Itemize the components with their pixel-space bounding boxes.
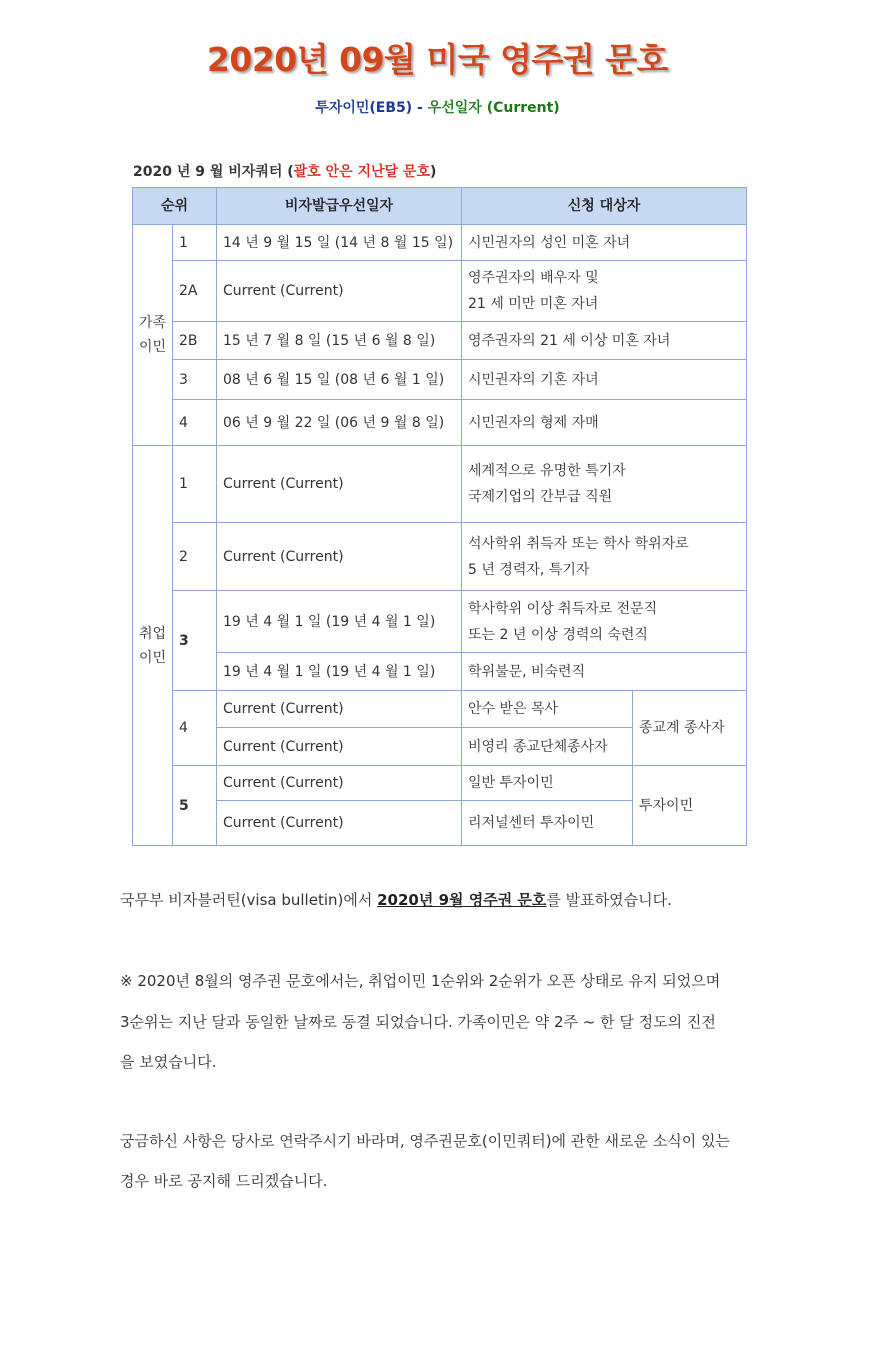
category-family: 가족 이민 — [133, 225, 173, 446]
header-priority-date: 비자발급우선일자 — [217, 188, 462, 225]
subtitle — [0, 97, 875, 117]
note-line-3: 을 보였습니다. — [120, 1053, 217, 1071]
date-cell: 08 년 6 월 15 일 (08 년 6 월 1 일) — [217, 360, 462, 400]
caption-note: 괄호 안은 지난달 문호 — [293, 164, 430, 180]
target-cell: 학위불문, 비숙련직 — [462, 653, 747, 691]
table-row — [133, 766, 747, 801]
rank-cell: 2 — [173, 523, 217, 591]
group-cell: 투자이민 — [633, 766, 747, 846]
date-cell: Current (Current) — [217, 728, 462, 766]
target-cell: 리저널센터 투자이민 — [462, 801, 633, 846]
table-header-row — [133, 188, 747, 225]
date-cell: 14 년 9 월 15 일 (14 년 8 월 15 일) — [217, 225, 462, 261]
page-title: 2020년 09월 미국 영주권 문호 — [206, 40, 669, 79]
target-cell: 시민권자의 기혼 자녀 — [462, 360, 747, 400]
rank-cell: 4 — [173, 691, 217, 766]
date-cell: Current (Current) — [217, 766, 462, 801]
rank-cell: 2B — [173, 322, 217, 360]
bulletin-highlight: 2020년 9월 영주권 문호 — [377, 891, 547, 909]
date-cell: 15 년 7 월 8 일 (15 년 6 월 8 일) — [217, 322, 462, 360]
target-cell: 비영리 종교단체종사자 — [462, 728, 633, 766]
target-cell: 영주권자의 배우자 및 21 세 미만 미혼 자녀 — [462, 261, 747, 322]
target-cell: 세계적으로 유명한 특기자 국제기업의 간부급 직원 — [462, 446, 747, 523]
target-cell: 석사학위 취득자 또는 학사 학위자로 5 년 경력자, 특기자 — [462, 523, 747, 591]
header-rank: 순위 — [133, 188, 217, 225]
target-cell: 학사학위 이상 취득자로 전문직 또는 2 년 이상 경력의 숙련직 — [462, 591, 747, 653]
date-cell: 19 년 4 월 1 일 (19 년 4 월 1 일) — [217, 653, 462, 691]
target-cell: 시민권자의 형제 자매 — [462, 400, 747, 446]
table-row — [133, 322, 747, 360]
rank-cell: 3 — [173, 591, 217, 691]
table-row — [133, 653, 747, 691]
date-cell: Current (Current) — [217, 691, 462, 728]
note-line-2: 3순위는 지난 달과 동일한 날짜로 동결 되었습니다. 가족이민은 약 2주 ~ 한 달 정도의 진전 — [120, 1013, 716, 1031]
target-cell: 영주권자의 21 세 이상 미혼 자녀 — [462, 322, 747, 360]
note-line-1: ※ 2020년 8월의 영주권 문호에서는, 취업이민 1순위와 2순위가 오픈 상태로 유지 되었으며 — [120, 972, 721, 990]
table-row — [133, 261, 747, 322]
table-row — [133, 523, 747, 591]
target-cell: 안수 받은 목사 — [462, 691, 633, 728]
table-row — [133, 591, 747, 653]
date-cell: Current (Current) — [217, 261, 462, 322]
rank-cell: 4 — [173, 400, 217, 446]
date-cell: 19 년 4 월 1 일 (19 년 4 월 1 일) — [217, 591, 462, 653]
rank-cell: 1 — [173, 446, 217, 523]
subtitle-category: 투자이민(EB5) - — [315, 100, 428, 116]
date-cell: Current (Current) — [217, 801, 462, 846]
rank-cell: 5 — [173, 766, 217, 846]
announcement-paragraph: 국무부 비자블러틴(visa bulletin)에서 2020년 9월 영주권 문호를 발표하였습니다. — [120, 891, 672, 909]
rank-cell: 3 — [173, 360, 217, 400]
date-cell: 06 년 9 월 22 일 (06 년 9 월 8 일) — [217, 400, 462, 446]
table-row — [133, 446, 747, 523]
date-cell: Current (Current) — [217, 523, 462, 591]
target-cell: 시민권자의 성인 미혼 자녀 — [462, 225, 747, 261]
contact-line-2: 경우 바로 공지해 드리겠습니다. — [120, 1172, 328, 1190]
table-row — [133, 691, 747, 728]
visa-quota-table — [132, 187, 747, 846]
category-employment: 취업 이민 — [133, 446, 173, 846]
group-cell: 종교계 종사자 — [633, 691, 747, 766]
table-row — [133, 400, 747, 446]
rank-cell: 1 — [173, 225, 217, 261]
table-row — [133, 360, 747, 400]
rank-cell: 2A — [173, 261, 217, 322]
caption-main: 2020 년 9 월 비자쿼터 ( — [133, 164, 294, 180]
subtitle-status: 우선일자 (Current) — [427, 100, 560, 116]
date-cell: Current (Current) — [217, 446, 462, 523]
caption-end: ) — [429, 164, 437, 180]
table-caption — [133, 161, 436, 181]
header-target: 신청 대상자 — [462, 188, 747, 225]
contact-line-1: 궁금하신 사항은 당사로 연락주시기 바라며, 영주권문호(이민쿼터)에 관한 새로운 소식이 있는 — [120, 1132, 731, 1150]
table-row — [133, 225, 747, 261]
target-cell: 일반 투자이민 — [462, 766, 633, 801]
